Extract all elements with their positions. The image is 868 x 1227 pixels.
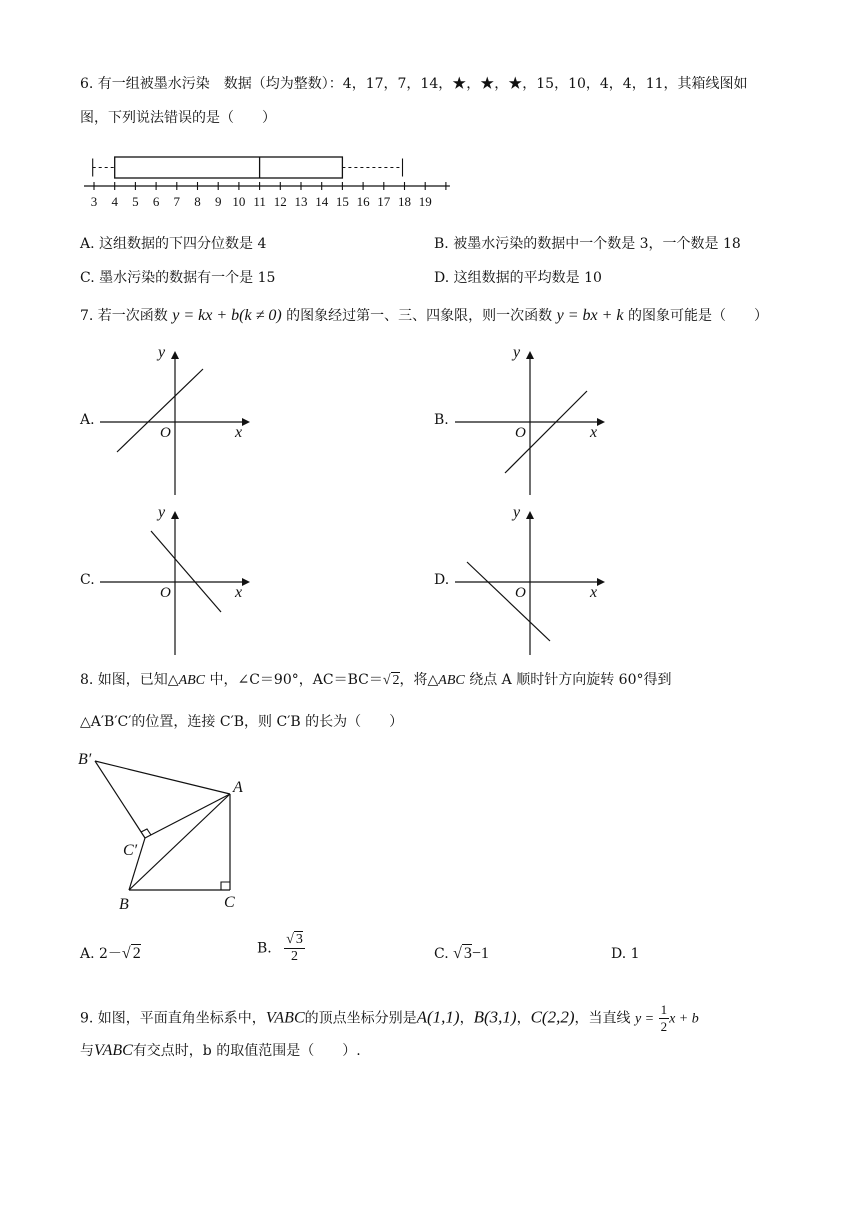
q8-triangle-abc: ABC (178, 673, 206, 688)
q7-equation-2: y = bx + k (556, 307, 624, 324)
boxplot-tick-label: 7 (173, 194, 181, 209)
q8-label-cprime: C′ (123, 842, 138, 859)
boxplot-tick-label: 14 (315, 194, 329, 209)
q7-stem (80, 306, 768, 326)
q8-option-c-radicand: 3 (463, 945, 472, 962)
q9-point-a: A(1,1) (416, 1007, 460, 1027)
q9-stem-line2-post: 有交点时，b 的取值范围是（ ）. (132, 1043, 361, 1059)
q9-stem-line1: 9. 如图，平面直角坐标系中，VABC的顶点坐标分别是A(1,1)，B(3,1)，C(2,2)，当直线 y = $\frac{1}{2}$ x + b (80, 1002, 699, 1034)
q8-option-b-text: B. (257, 940, 272, 957)
q8-stem-mid1: 中，∠C＝90°，AC＝BC＝ (209, 672, 383, 688)
boxplot-tick-label: 5 (132, 194, 139, 209)
q7-graph-b-x-label: x (590, 424, 598, 441)
q8-option-b (257, 932, 305, 965)
q7-graph-d (455, 505, 615, 655)
q8-stem-mid2: ，将△ (399, 672, 439, 688)
q8-option-b-denominator: 2 (291, 949, 299, 964)
boxplot-tick-label: 19 (418, 194, 432, 209)
q9-triangle: VABC (265, 1009, 305, 1027)
q7-graph-b-origin: O (515, 425, 526, 441)
q7-stem-mid: 的图象经过第一、三、四象限，则一次函数 (286, 308, 553, 324)
q7-graph-c-origin: O (160, 585, 171, 601)
q8-option-a-radicand: 2 (132, 945, 141, 962)
boxplot-tick-label: 15 (335, 194, 349, 209)
q7-graph-c (100, 505, 260, 655)
q7-equation-1: y = kx + b(k ≠ 0) (172, 307, 282, 324)
boxplot-tick-label: 6 (152, 194, 160, 209)
q7-graph-b-label: B. (434, 412, 449, 428)
boxplot-box (115, 157, 343, 178)
q8-option-d: D. 1 (611, 946, 640, 962)
q9-point-b: B(3,1) (473, 1007, 517, 1027)
q8-option-a-text: A. 2－ (80, 946, 122, 962)
q6-option-a: A. 这组数据的下四分位数是 4 (80, 236, 267, 252)
q8-label-bprime: B′ (78, 751, 92, 768)
q8-sqrt2: 2 (392, 673, 400, 688)
q6-option-b: B. 被墨水污染的数据中一个数是 3，一个数是 18 (434, 236, 741, 252)
q7-graph-a (100, 345, 260, 495)
q8-label-b: B (119, 896, 129, 913)
q8-label-a: A (233, 779, 243, 796)
q7-graph-b-y-label: y (513, 344, 521, 361)
boxplot-tick-label: 8 (194, 194, 201, 209)
q9-stem-pre: 9. 如图，平面直角坐标系中， (80, 1010, 266, 1027)
q8-stem-line1: 8. 如图，已知△ABC 中，∠C＝90°，AC＝BC＝√ 2，将△ABC 绕点 A 顺时针方向旋转 60°得到 (80, 672, 672, 688)
q7-graph-b (455, 345, 615, 495)
boxplot-tick-label: 9 (214, 194, 222, 209)
q6-option-c: C. 墨水污染的数据有一个是 15 (80, 270, 276, 286)
q8-option-c: C. √ 3−1 (434, 945, 489, 962)
boxplot-tick-label: 11 (253, 194, 266, 209)
q7-graph-d-y-label: y (513, 504, 521, 521)
boxplot-tick-label: 3 (90, 194, 98, 209)
q9-line-y: y = (634, 1011, 655, 1027)
q9-line-fraction (659, 1002, 670, 1035)
q9-triangle-2: VABC (94, 1042, 133, 1059)
boxplot-tick-label: 18 (398, 194, 411, 209)
q7-graph-a-y-label: y (158, 344, 166, 361)
boxplot-tick-label: 12 (273, 194, 287, 209)
q7-graph-c-label: C. (80, 572, 95, 588)
q9-line-numerator: 1 (660, 1002, 668, 1017)
q6-stem-line1: 6. 有一组被墨水污染 数据（均为整数）：4，17，7，14，★，★，★，15，10，4，4，11，其箱线图如 (80, 76, 748, 92)
q8-stem-line2: △A′B′C′的位置，连接 C′B，则 C′B 的长为（ ） (80, 714, 404, 730)
q7-graph-d-x-label: x (590, 584, 598, 601)
q7-graph-a-origin: O (160, 425, 171, 441)
q7-graph-d-origin: O (515, 585, 526, 601)
q6-stem-line2: 图，下列说法错误的是（ ） (80, 110, 276, 126)
q9-point-c: C(2,2) (530, 1007, 575, 1027)
q7-graph-d-label: D. (434, 572, 450, 588)
q7-graph-a-label: A. (80, 412, 95, 428)
q9-line-rest: x + b (669, 1011, 699, 1027)
q8-figure (75, 745, 265, 915)
q7-graph-c-x-label: x (235, 584, 243, 601)
q9-line-denominator: 2 (660, 1019, 668, 1034)
q7-stem-pre: 7. 若一次函数 (80, 308, 168, 324)
boxplot-tick-label: 13 (294, 194, 308, 209)
q8-option-c-tail: −1 (471, 945, 489, 962)
q8-label-c: C (224, 894, 235, 911)
q8-stem-tail: 绕点 A 顺时针方向旋转 60°得到 (469, 672, 672, 688)
q9-stem-line2-pre: 与 (80, 1043, 94, 1059)
q8-option-c-text: C. (434, 946, 449, 962)
boxplot-tick-label: 10 (232, 194, 246, 209)
boxplot-tick-label: 4 (111, 194, 118, 209)
q9-stem-line2 (80, 1041, 361, 1061)
q7-graph-a-x-label: x (235, 424, 243, 441)
q8-option-b-numerator: 3 (295, 932, 303, 947)
q9-stem-mid: 的顶点坐标分别是 (304, 1010, 417, 1027)
q8-stem-pre: 8. 如图，已知△ (80, 672, 179, 688)
q6-option-d: D. 这组数据的平均数是 10 (434, 270, 602, 286)
q9-stem-when: ，当直线 (574, 1010, 631, 1027)
q7-graph-c-y-label: y (158, 504, 166, 521)
q8-triangle-abc-2: ABC (438, 673, 465, 688)
q7-stem-post: 的图象可能是（ ） (627, 308, 768, 324)
boxplot-tick-label: 16 (356, 194, 370, 209)
q8-option-b-fraction: $\frac{√ 3}{2}$ (286, 932, 303, 964)
boxplot-tick-label: 17 (377, 194, 391, 209)
q6-boxplot (84, 152, 444, 214)
q8-option-a: A. 2－√ 2 (80, 945, 141, 962)
